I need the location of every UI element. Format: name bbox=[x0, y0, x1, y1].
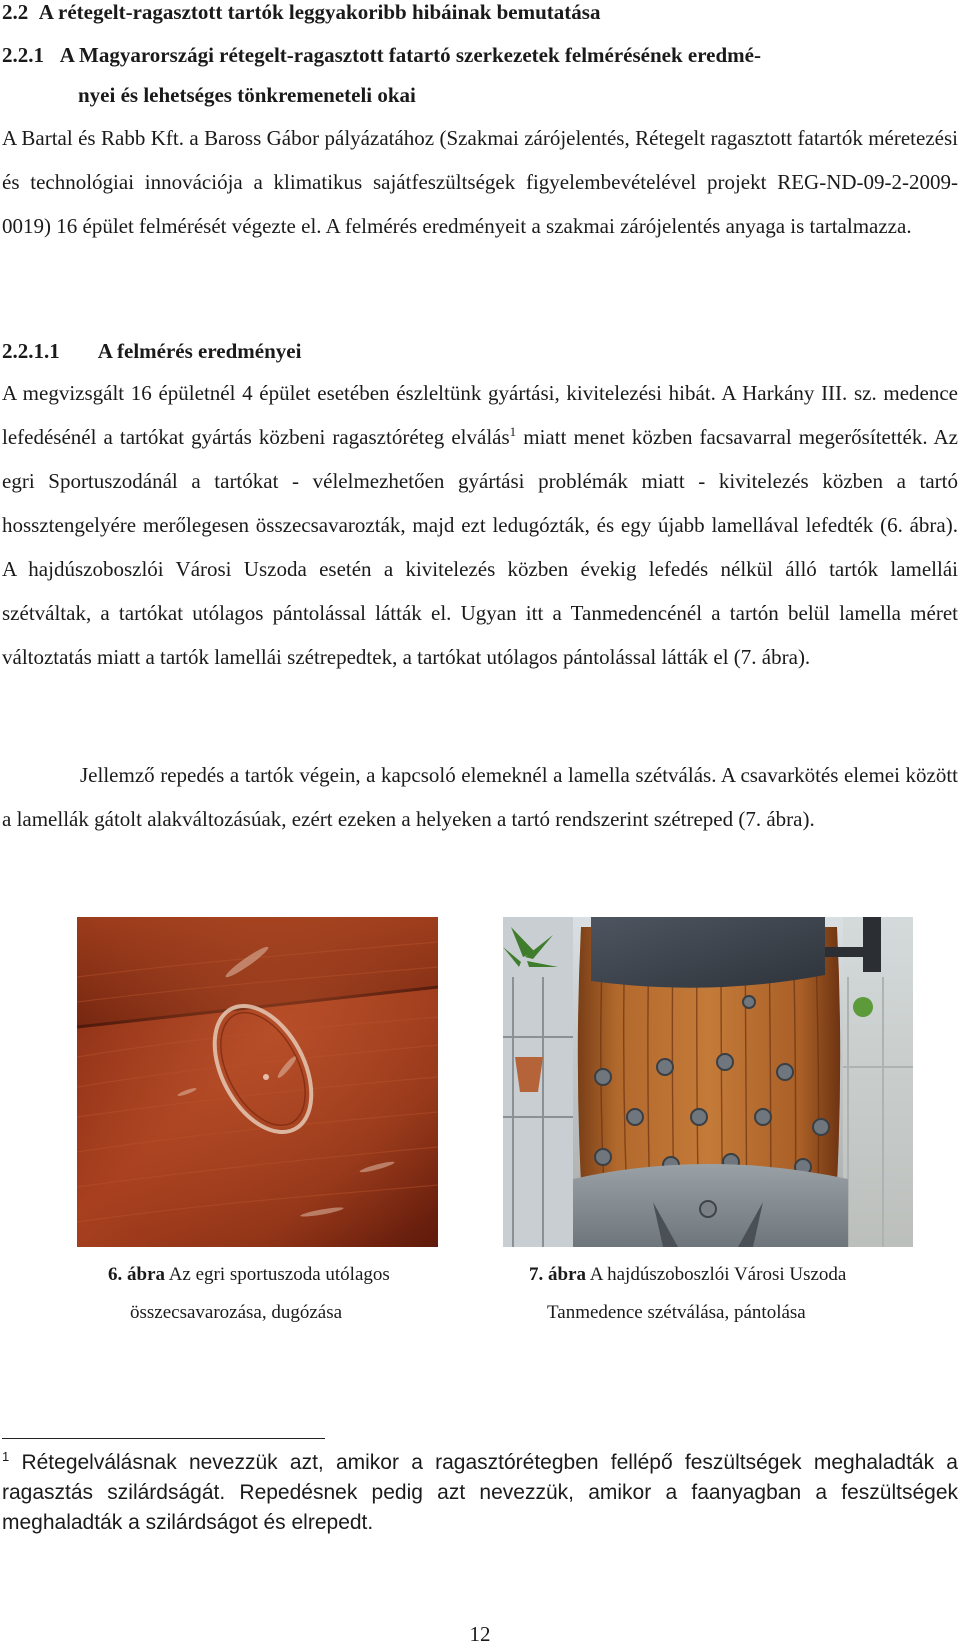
figure-6-label: 6. ábra bbox=[108, 1264, 165, 1285]
figure-7-caption-line1: A hajdúszoboszlói Városi Uszoda bbox=[589, 1264, 847, 1285]
heading-number: 2.2.1.1 bbox=[2, 339, 60, 363]
section-heading-2-2-1-cont bbox=[78, 80, 416, 110]
intro-paragraph: A Bartal és Rabb Kft. a Baross Gábor pályázatához (Szakmai zárójelentés, Rétegelt ragasztott fatartók méretezési és technológiai innovációja a klimatikus sajátfeszültségek figyelembevételével projekt REG-ND-09-2-2009-0019) 16 épület felmérését végezte el. A felmérés eredményeit a szakmai zárójelentés anyaga is tartalmazza. bbox=[2, 126, 958, 238]
figure-6-caption-line2: összecsavarozása, dugózása bbox=[130, 1302, 343, 1323]
figure-7-caption-line2: Tanmedence szétválása, pántolása bbox=[547, 1302, 806, 1323]
heading-text-line2: nyei és lehetséges tönkremeneteli okai bbox=[78, 83, 416, 107]
figure-7-caption bbox=[529, 1256, 846, 1332]
results-text-a: A megvizsgált 16 épületnél 4 épület esetében észleltünk gyártási, kivitelezési hibát. A Harkány III. sz. medence lefedésénél a tartókat gyártás közbeni ragasztóréteg elválás bbox=[2, 381, 958, 449]
heading-number: 2.2 bbox=[2, 0, 29, 24]
figure-6-caption bbox=[108, 1256, 390, 1332]
heading-number: 2.2.1 bbox=[2, 43, 44, 67]
figure-6-image bbox=[77, 917, 438, 1247]
figure-7-image bbox=[503, 917, 913, 1247]
figure-7-photo bbox=[503, 917, 913, 1247]
footnote-ref[interactable]: 1 bbox=[509, 424, 517, 439]
page-number: 12 bbox=[469, 1622, 491, 1646]
figure-7-label: 7. ábra bbox=[529, 1264, 586, 1285]
heading-text-line1: A Magyarországi rétegelt-ragasztott fatartó szerkezetek felmérésének eredmé- bbox=[59, 43, 761, 67]
section-heading-2-2 bbox=[2, 0, 600, 27]
results-paragraph bbox=[2, 371, 958, 679]
heading-text: A rétegelt-ragasztott tartók leggyakoribb hibáinak bemutatása bbox=[38, 0, 601, 24]
figure-6-caption-line1: Az egri sportuszoda utólagos bbox=[168, 1264, 390, 1285]
section-heading-2-2-1-1 bbox=[2, 336, 301, 366]
cracks-paragraph: Jellemző repedés a tartók végein, a kapcsoló elemeknél a lamella szétválás. A csavarkötés elemei között a lamellák gátolt alakváltozásúak, ezért ezeken a helyeken a tartó rendszerint szétreped (7. ábra). bbox=[2, 763, 958, 831]
heading-text: A felmérés eredményei bbox=[97, 339, 302, 363]
results-text-b: miatt menet közben facsavarral megerősítették. Az egri Sportuszodánál a tartókat - vélelmezhetően gyártási problémák miatt - kivitelezés közben a tartó hossztengelyére merőlegesen összecsavarozták, majd ezt ledugózták, és egy újabb lamellával lefedték (6. ábra). A hajdúszoboszlói Városi Uszoda esetén a kivitelezés közben évekig lefedés nélkül álló tartók lamellái szétváltak, a tartókat utólagos pántolással látták el. Ugyan itt a Tanmedencénél a tartón belül lamella méret változtatás miatt a tartók lamellái szétrepedtek, a tartókat utólagos pántolással látták el (7. ábra). bbox=[2, 425, 958, 669]
footnote-text: Rétegelválásnak nevezzük azt, amikor a ragasztórétegben fellépő feszültségek meghaladták a ragasztás szilárdságát. Repedésnek pedig azt nevezzük, amikor a faanyagban a feszültségek meghaladták a szilárdságot és elrepedt. bbox=[2, 1451, 958, 1534]
figure-6-photo bbox=[77, 917, 438, 1247]
footnote-separator bbox=[2, 1438, 325, 1439]
footnote-marker: 1 bbox=[2, 1449, 10, 1464]
footnote bbox=[2, 1448, 958, 1538]
section-heading-2-2-1 bbox=[2, 40, 761, 70]
